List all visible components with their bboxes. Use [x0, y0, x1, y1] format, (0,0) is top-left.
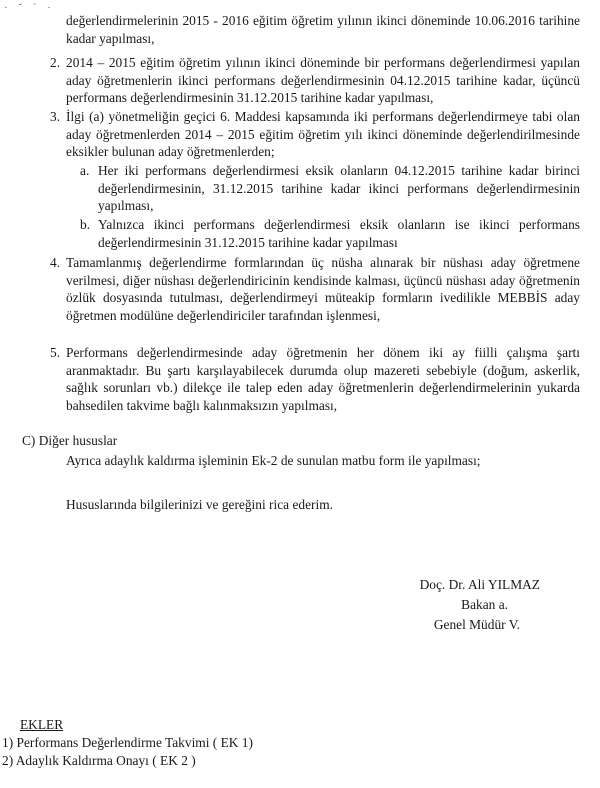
- list-item-text: değerlendirmelerinin 2015 - 2016 eğitim öğretim yılının ikinci döneminde 10.06.2016 tarihine kadar yapılması,: [66, 13, 580, 46]
- list-item-text: 2014 – 2015 eğitim öğretim yılının ikinci döneminde bir performans değerlendirmesi yapılan aday öğretmenlerin ikinci performans değerlendirmesinin 04.12.2015 tarihine kadar, üçüncü performans değerlendirmesinin 31.12.2015 tarihine kadar yapılması,: [66, 55, 580, 106]
- sub-item-letter: a.: [80, 163, 90, 178]
- attachment-item-1: 1) Performans Değerlendirme Takvimi ( EK 1): [2, 735, 253, 750]
- list-item-3: [50, 108, 580, 161]
- sub-item-text: Her iki performans değerlendirmesi eksik olanların 04.12.2015 tarihine kadar birinci değerlendirmesinin, 31.12.2015 tarihine kadar ikinci performans değerlendirmesinin yapılması,: [98, 163, 580, 214]
- signatory-name: Doç. Dr. Ali YILMAZ: [419, 577, 540, 592]
- scan-marks: · ˇ ` ·: [4, 2, 55, 14]
- list-item-text: İlgi (a) yönetmeliğin geçici 6. Maddesi kapsamında iki performans değerlendirmeye tabi olan aday öğretmenlerden 2014 – 2015 eğitim öğretim yılı ikinci döneminde değerlendirilmesinde eksikler bulunan aday öğretmenlerden;: [66, 109, 580, 160]
- list-item-number: 3.: [50, 109, 61, 124]
- section-c-heading: C) Diğer hususlar: [22, 433, 118, 448]
- list-item-text: Tamamlanmış değerlendirme formlarından üç nüsha alınarak bir nüshası aday öğretmene verilmesi, diğer nüshası değerlendiricinin kendisinde kalması, üçüncü nüshası aday öğretmenin özlük dosyasında tutulması, değerlendirmeyi müteakip formların ivedilikle MEBBİS aday öğretmen modülüne değerlendiriciler tarafından işlenmesi,: [66, 255, 580, 323]
- attachments-title: EKLER: [20, 717, 64, 732]
- sub-item-letter: b.: [80, 217, 91, 232]
- list-item-5: [50, 344, 580, 414]
- sub-item-b: [80, 216, 580, 251]
- signatory-role-line2: Genel Müdür V.: [433, 617, 520, 632]
- list-item-4: [50, 254, 580, 324]
- list-item-number: 4.: [50, 255, 61, 270]
- list-item-text: Performans değerlendirmesinde aday öğretmenin her dönem iki ay fiilli çalışma şartı aranmaktadır. Bu şartı karşılayabilecek durumda olup mazereti sebebiyle (doğum, askerlik, sağlık sorunları vb.) dilekçe ile talep eden aday öğretmenlerin değerlendirmelerinin yukarda bahsedilen takvime bağlı kalınmaksızın yapılması,: [66, 345, 580, 413]
- list-item-1-continuation: [50, 12, 580, 47]
- signatory-role-line1: Bakan a.: [461, 597, 508, 612]
- list-item-2: [50, 54, 580, 107]
- list-item-number: 5.: [50, 345, 61, 360]
- section-c-text: Ayrıca adaylık kaldırma işleminin Ek-2 de sunulan matbu form ile yapılması;: [66, 453, 481, 468]
- sub-item-a: [80, 162, 580, 215]
- list-item-number: 2.: [50, 55, 61, 70]
- attachment-item-2: 2) Adaylık Kaldırma Onayı ( EK 2 ): [2, 753, 196, 768]
- closing-sentence: Hususlarında bilgilerinizi ve gereğini rica ederim.: [66, 497, 333, 512]
- sub-item-text: Yalnızca ikinci performans değerlendirmesi eksik olanların ise ikinci performans değerlendirmesinin 31.12.2015 tarihine kadar yapılması: [98, 217, 580, 250]
